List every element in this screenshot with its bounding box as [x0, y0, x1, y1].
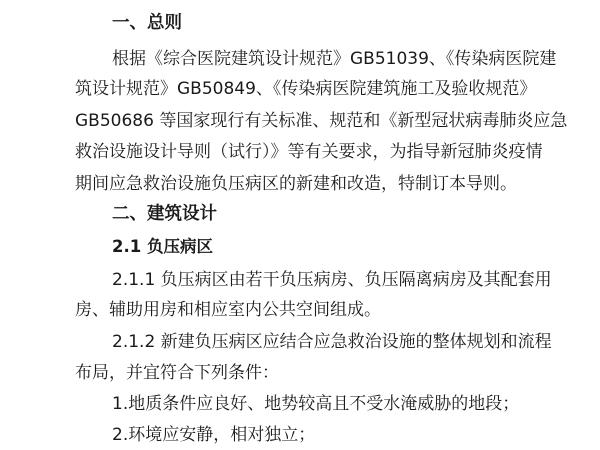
- section-1-paragraph-line-1: 根据《综合医院建筑设计规范》GB51039、《传染病医院建: [112, 48, 557, 69]
- clause-2-1-2-line-2: 布局，并宜符合下列条件：: [75, 363, 279, 384]
- condition-item-1: 1.地质条件应良好、地势较高且不受水淹威胁的地段；: [112, 394, 520, 415]
- section-2-heading: 二、建筑设计: [112, 204, 217, 224]
- clause-2-1-1-line-1: 2.1.1 负压病区由若干负压病房、负压隔离病房及其配套用: [112, 269, 552, 290]
- section-1-paragraph-line-3: GB50686 等国家现行有关标准、规范和《新型冠状病毒肺炎应急: [75, 111, 568, 132]
- clause-2-1-2-line-1: 2.1.2 新建负压病区应结合应急救治设施的整体规划和流程: [112, 332, 552, 353]
- condition-item-2: 2.环境应安静，相对独立；: [112, 425, 316, 445]
- section-1-heading: 一、总则: [112, 13, 182, 33]
- section-1-paragraph-line-4: 救治设施设计导则（试行）》等有关要求，为指导新冠肺炎疫情: [75, 142, 543, 163]
- section-1-paragraph-line-2: 筑设计规范》GB50849、《传染病医院建筑施工及验收规范》: [75, 79, 537, 100]
- subsection-2-1-heading: 2.1 负压病区: [112, 236, 213, 256]
- clause-2-1-1-line-2: 房、辅助用房和相应室内公共空间组成。: [75, 300, 381, 321]
- section-1-paragraph-line-5: 期间应急救治设施负压病区的新建和改造，特制订本导则。: [75, 174, 517, 194]
